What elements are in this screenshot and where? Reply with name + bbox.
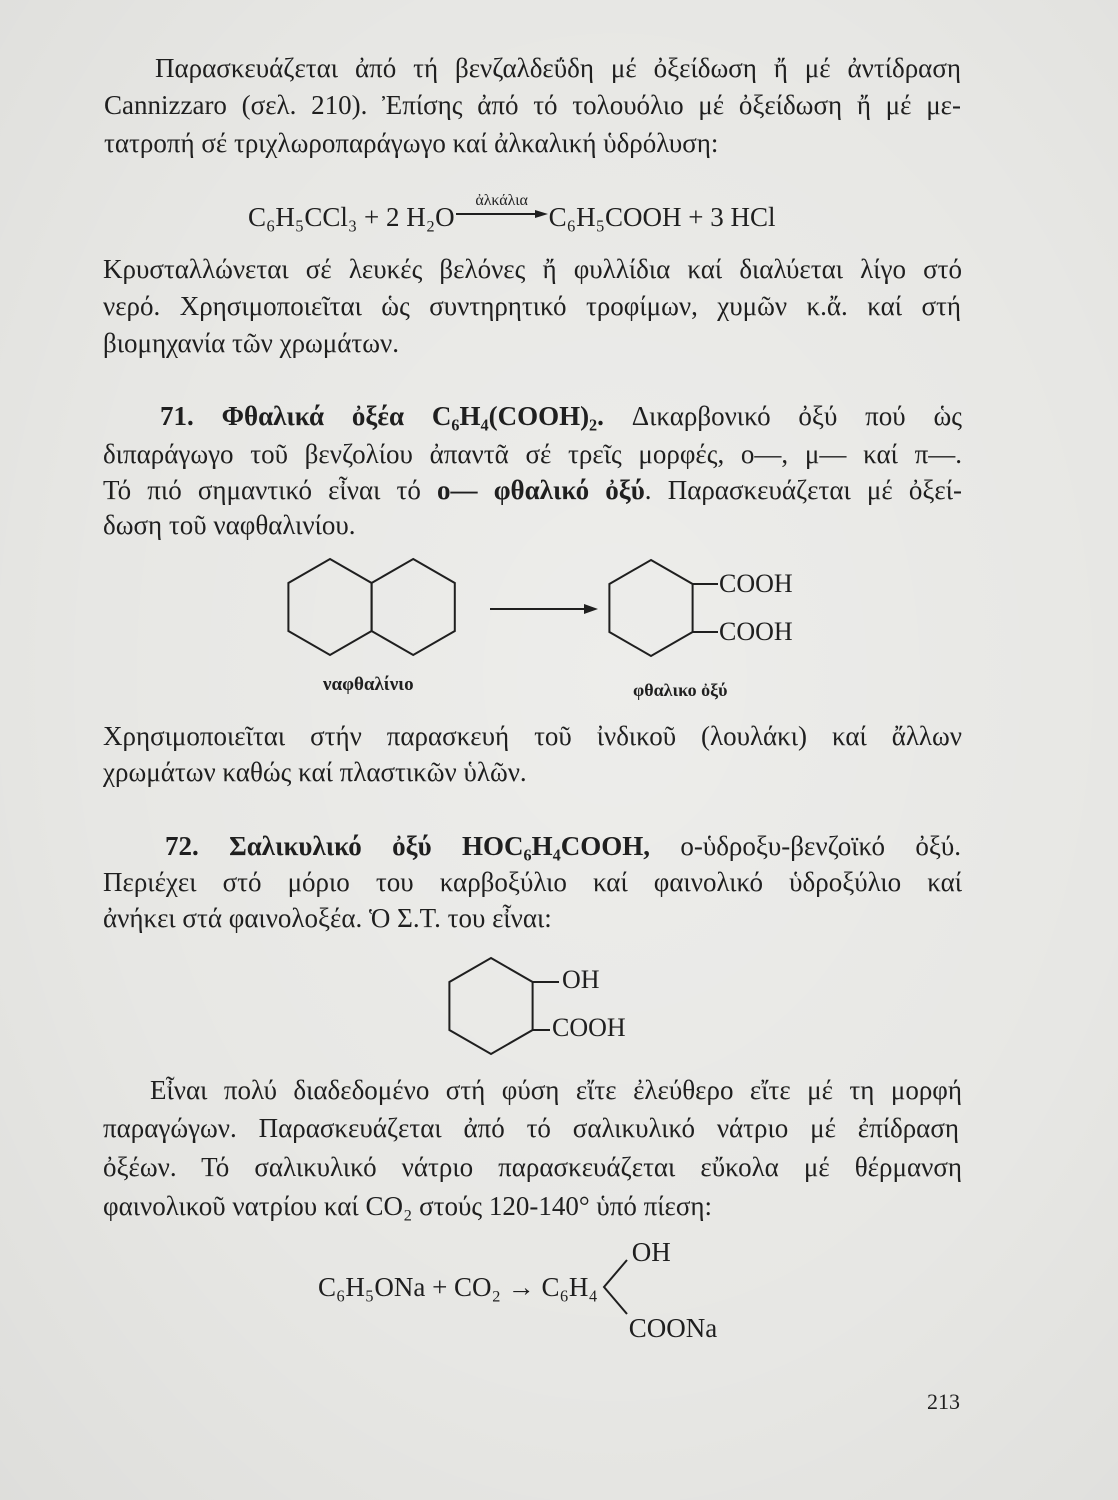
carboxyl-group-lower: COOH (719, 617, 793, 646)
section-72-prep-line-3: ὀξέων. Τό σαλικυλικό νάτριο παρασκευάζεται εὔκολα μέ θέρμανση (103, 1152, 962, 1182)
section-72-heading-rest: ο-ὑδροξυ-βενζοϊκό ὀξύ. (680, 831, 962, 861)
section-72-intro-line-2: ἀνήκει στά φαινολοξέα. Ὁ Σ.Τ. του εἶναι: (103, 903, 552, 933)
salicylic-acid-structure (440, 950, 570, 1065)
section-72-heading-line (165, 828, 961, 864)
section-72-intro-line-1: Περιέχει στό μόριο του καρβοξύλιο καί φαινολικό ὑδροξύλιο καί (103, 867, 962, 897)
section-71-line-4: δωση τοῦ ναφθαλινίου. (103, 510, 356, 540)
benzoic-prep-line-1: Παρασκευάζεται ἀπό τή βενζαλδεΰδη μέ ὀξείδωση ἤ μέ ἀντίδραση (155, 53, 961, 83)
naphthalene-left-ring (288, 559, 371, 655)
trichlorotoluene-hydrolysis-equation (248, 192, 776, 239)
benzoic-prep-line-2: Cannizzaro (σελ. 210). Ἐπίσης ἀπό τό τολουόλιο μέ ὀξείδωση ἤ μέ με- (104, 90, 961, 120)
naphthalene-right-ring (372, 559, 455, 655)
reaction-condition: ἀλκάλια (475, 192, 528, 209)
section-72-prep-line-1: Εἶναι πολύ διαδεδομένο στή φύση εἴτε ἐλεύθερο εἴτε μέ τη μορφή (150, 1075, 962, 1105)
ortho-phthalic-acid-term: ο— φθαλικό ὀξύ (437, 475, 645, 505)
section-71-uses-line-1: Χρησιμοποιεῖται στήν παρασκευή τοῦ ἰνδικοῦ (λουλάκι) καί ἄλλων (103, 721, 962, 751)
benzoic-properties-line-2: νερό. Χρησιμοποιεῖται ὡς συντηρητικό τροφίμων, χυμῶν κ.ἄ. καί στή (103, 291, 961, 321)
hydroxyl-group: OH (562, 965, 600, 994)
naphthalene-label: ναφθαλίνιο (323, 674, 414, 695)
equation-reactants: C₆H₅CCl₃ + 2 H₂O (248, 201, 455, 232)
section-71-line-3 (103, 472, 962, 508)
carboxyl-group-upper: COOH (719, 569, 793, 598)
reaction-arrow-icon (456, 209, 548, 219)
equation-2-carboxylate: COONa (628, 1313, 718, 1343)
equation-2-hydroxyl: OH (631, 1237, 671, 1267)
line-3-before: Τό πιό σημαντικό εἶναι τό (103, 475, 421, 505)
benzoic-properties-line-1: Κρυσταλλώνεται σέ λευκές βελόνες ἤ φυλλίδια καί διαλύεται λίγο στό (103, 254, 962, 284)
ortho-substituent-branch (598, 1237, 738, 1343)
line-3-after: . Παρασκευάζεται μέ ὀξεί- (644, 475, 963, 505)
arrow-head (535, 210, 548, 218)
section-71-heading-line (160, 398, 962, 434)
section-71-heading-rest: Δικαρβονικό ὀξύ πού ὡς (631, 401, 962, 431)
branch-bracket-icon (601, 1258, 631, 1316)
phthalic-acid-label: φθαλικο ὀξύ (633, 680, 728, 700)
branch-lines (604, 1260, 627, 1314)
benzene-ring (449, 958, 532, 1054)
naphthalene-oxidation-diagram (270, 545, 710, 670)
page-number: 213 (927, 1389, 960, 1414)
equation-products: C₆H₅COOH + 3 HCl (548, 201, 776, 232)
section-71-uses-line-2: χρωμάτων καθώς καί πλαστικῶν ὑλῶν. (103, 757, 527, 787)
section-71-title: 71. Φθαλικά ὀξέα C₆H₄(COOH)₂. (160, 401, 604, 431)
sodium-salicylate-equation (318, 1237, 738, 1343)
benzoic-prep-line-3: τατροπή σέ τριχλωροπαράγωγο καί ἀλκαλική ὑδρόλυση: (104, 128, 719, 158)
section-72-prep-line-2: παραγώγων. Παρασκευάζεται ἀπό τό σαλικυλικό νάτριο μέ ἐπίδραση (103, 1113, 959, 1143)
section-71-line-2: διπαράγωγο τοῦ βενζολίου ἀπαντᾶ σέ τρεῖς μορφές, ο—, μ— καί π—. (103, 439, 962, 469)
reaction-arrow-with-condition (456, 193, 548, 219)
equation-2-formula: C₆H₅ONa + CO₂ → C₆H₄ (318, 1272, 598, 1302)
benzoic-properties-line-3: βιομηχανία τῶν χρωμάτων. (103, 328, 400, 358)
section-72-title: 72. Σαλικυλικό ὀξύ HOC₆H₄COOH, (165, 831, 650, 861)
section-72-prep-line-4: φαινολικοῦ νατρίου καί CO₂ στούς 120-140° ὑπό πίεση: (103, 1191, 713, 1221)
diagram-arrow-head (584, 604, 598, 614)
carboxyl-group: COOH (552, 1013, 626, 1042)
phthalic-acid-ring (609, 560, 692, 656)
